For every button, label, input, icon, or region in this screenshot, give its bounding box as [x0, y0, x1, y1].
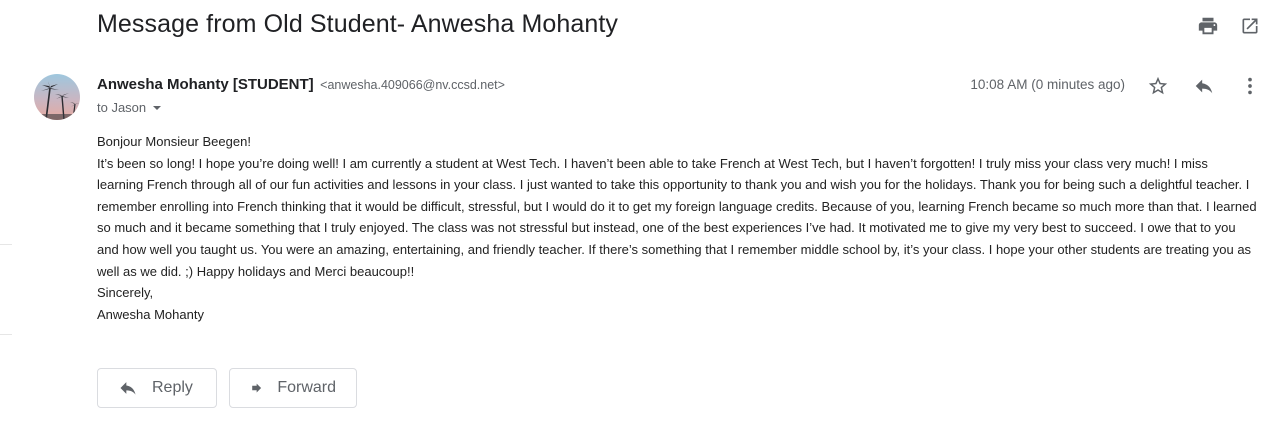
forward-button-label: Forward [277, 379, 336, 396]
thread-actions [1196, 14, 1262, 38]
forward-button[interactable] [229, 368, 357, 408]
sender-email: <anwesha.409066@nv.ccsd.net> [320, 78, 505, 92]
caret-down-icon [152, 103, 162, 113]
email-greeting: Bonjour Monsieur Beegen! [97, 134, 251, 149]
email-paragraph: It’s been so long! I hope you’re doing well! I am currently a student at West Tech. I haven’t been able to take French at West Tech, but I haven’t forgotten! I truly miss your class very much! I miss learning French through all of our fun activities and lessons in your class. I just wanted to take this opportunity to thank you and wish you for the holidays. Thank you for being such a delightful teacher. I remember enrolling into French thinking that it would be difficult, stressful, but I would do it to get my foreign language credits. Because of you, learning French became so much more than that. I learned so much and it became something that I truly enjoyed. The class was not stressful but instead, one of the best experiences I’ve had. It motivated me to give my very best to succeed. I owe that to you and how well you taught us. You were an amazing, entertaining, and friendly teacher. If there’s something that I remember middle school by, it’s your class. I hope your other students are treating you as well as we did. ;) Happy holidays and Merci beaucoup!! [97, 155, 1257, 279]
open-in-new-window-icon[interactable] [1238, 14, 1262, 38]
more-vert-icon[interactable] [1238, 74, 1262, 98]
sender-line [97, 76, 505, 94]
reply-icon[interactable] [1192, 74, 1216, 98]
star-icon[interactable] [1146, 74, 1170, 98]
timestamp: 10:08 AM (0 minutes ago) [970, 77, 1125, 92]
recipient-details-toggle[interactable] [97, 100, 162, 115]
forward-icon [250, 378, 263, 398]
print-icon[interactable] [1196, 14, 1220, 38]
email-closing: Sincerely, [97, 285, 154, 301]
email-body [97, 131, 1257, 325]
message-actions [1146, 74, 1262, 98]
reply-icon [118, 378, 138, 398]
email-signature: Anwesha Mohanty [97, 306, 204, 322]
email-subject: Message from Old Student- Anwesha Mohanty [97, 10, 619, 38]
avatar[interactable] [34, 74, 80, 120]
recipient-label: to Jason [97, 100, 147, 115]
sender-name[interactable]: Anwesha Mohanty [STUDENT] [97, 76, 314, 93]
reply-button-label: Reply [152, 379, 193, 396]
left-edge-divider [0, 334, 12, 335]
left-edge-divider [0, 244, 12, 245]
reply-button[interactable] [97, 368, 217, 408]
